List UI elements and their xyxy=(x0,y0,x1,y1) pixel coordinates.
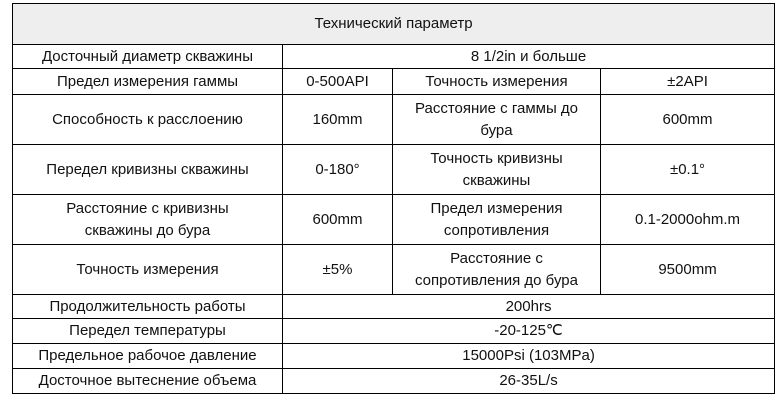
param-value: 600mm xyxy=(283,195,393,245)
param-value: ±5% xyxy=(283,245,393,295)
param-value: 0-500API xyxy=(283,69,393,95)
param-value: 600mm xyxy=(601,95,775,145)
table-row xyxy=(13,145,775,195)
table-title: Технический параметр xyxy=(13,4,775,45)
param-label: Точность кривизны скважины xyxy=(393,145,601,195)
param-label: Расстояние с кривизны скважины до бура xyxy=(13,195,283,245)
param-label: Продолжительность работы xyxy=(13,295,283,319)
table-row xyxy=(13,69,775,95)
table-title-row xyxy=(13,4,775,45)
param-value: ±0.1° xyxy=(601,145,775,195)
param-label: Точность измерения xyxy=(13,245,283,295)
table-row xyxy=(13,45,775,69)
param-value: 200hrs xyxy=(283,295,775,319)
param-value: 15000Psi (103MPa) xyxy=(283,344,775,369)
param-label: Точность измерения xyxy=(393,69,601,95)
param-label: Предел измерения сопротивления xyxy=(393,195,601,245)
param-value: -20-125℃ xyxy=(283,319,775,344)
param-label: Предельное рабочое давление xyxy=(13,344,283,369)
param-label: Досточный диаметр скважины xyxy=(13,45,283,69)
table-row xyxy=(13,319,775,344)
table-row xyxy=(13,195,775,245)
param-value: 0-180° xyxy=(283,145,393,195)
table-row xyxy=(13,344,775,369)
param-label: Расстояние с гаммы до бура xyxy=(393,95,601,145)
param-value: ±2API xyxy=(601,69,775,95)
param-value: 9500mm xyxy=(601,245,775,295)
param-value: 26-35L/s xyxy=(283,369,775,394)
param-label: Способность к расслоению xyxy=(13,95,283,145)
table-row xyxy=(13,295,775,319)
param-label: Передел температуры xyxy=(13,319,283,344)
table-row xyxy=(13,369,775,394)
table-row xyxy=(13,95,775,145)
param-label: Расстояние с сопротивления до бура xyxy=(393,245,601,295)
param-value: 0.1-2000ohm.m xyxy=(601,195,775,245)
param-label: Досточное вытеснение объема xyxy=(13,369,283,394)
param-value: 160mm xyxy=(283,95,393,145)
param-value: 8 1/2in и больше xyxy=(283,45,775,69)
table-row xyxy=(13,245,775,295)
param-label: Предел измерения гаммы xyxy=(13,69,283,95)
spec-table xyxy=(12,3,775,394)
param-label: Передел кривизны скважины xyxy=(13,145,283,195)
